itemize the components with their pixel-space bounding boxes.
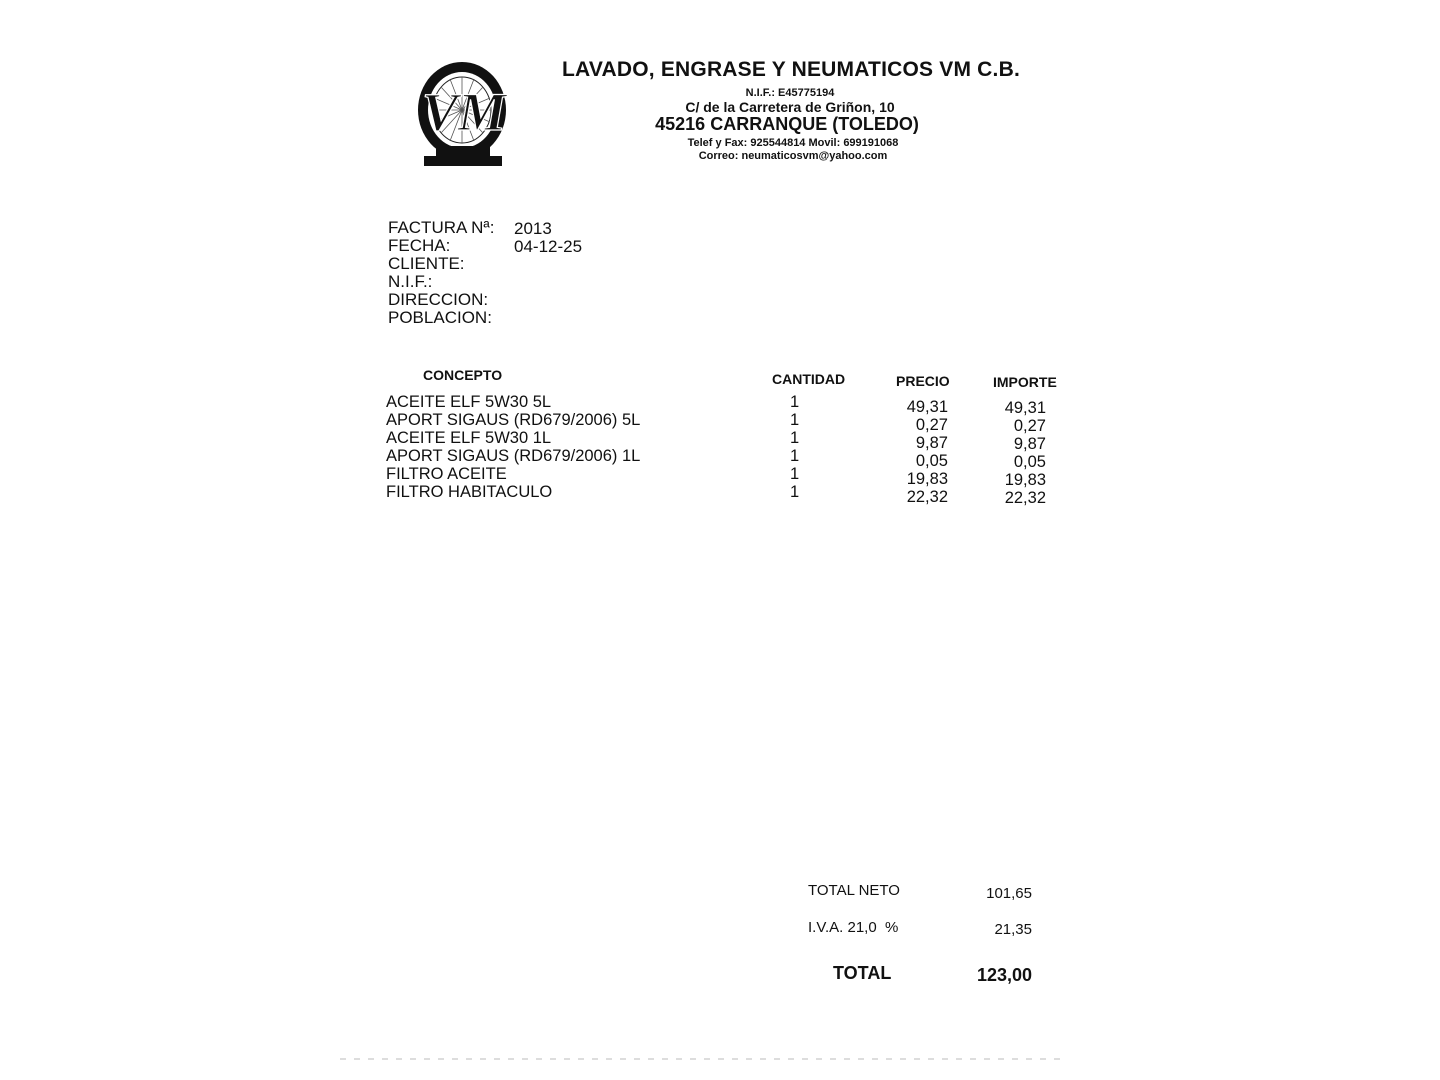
line-quantity: 1	[790, 465, 800, 483]
total-value: 123,00	[976, 965, 1032, 985]
column-header-amount: IMPORTE	[993, 374, 1057, 390]
line-concept: ACEITE ELF 5W30 5L	[386, 393, 552, 411]
line-price: 49,31	[906, 398, 948, 416]
total-label: TOTAL	[833, 963, 892, 983]
client-town-row	[388, 309, 582, 327]
table-row	[386, 393, 1086, 417]
line-amount: 19,83	[1004, 471, 1046, 489]
company-phone: Telef y Fax: 925544814 Movil: 699191068	[687, 137, 899, 149]
client-nif-label: N.I.F.:	[388, 272, 433, 291]
line-price: 19,83	[906, 470, 948, 488]
company-header	[500, 58, 1040, 162]
line-concept: APORT SIGAUS (RD679/2006) 1L	[386, 447, 641, 465]
invoice-number: 2013	[514, 219, 552, 238]
company-nif: N.I.F.: E45775194	[745, 87, 835, 99]
table-row	[386, 465, 1086, 489]
invoice-number-label: FACTURA Nª:	[388, 218, 495, 237]
company-logo	[414, 58, 512, 170]
table-row	[386, 483, 1086, 507]
line-amount: 22,32	[1004, 489, 1046, 507]
column-header-price: PRECIO	[896, 373, 950, 389]
client-address-label: DIRECCION:	[388, 290, 489, 309]
table-row	[386, 447, 1086, 471]
line-amount: 49,31	[1004, 399, 1046, 417]
line-concept: FILTRO HABITACULO	[386, 483, 553, 501]
table-row	[386, 429, 1086, 453]
scan-artifact-line	[340, 1058, 1060, 1060]
invoice-date-label: FECHA:	[388, 236, 451, 255]
company-email: Correo: neumaticosvm@yahoo.com	[698, 150, 888, 162]
invoice-date: 04-12-25	[514, 237, 583, 256]
line-price: 22,32	[906, 488, 948, 506]
line-amount: 0,27	[1013, 417, 1046, 435]
client-address-row	[388, 291, 582, 309]
logo-text: VM	[421, 82, 507, 142]
line-price: 0,27	[915, 416, 948, 434]
company-city: 45216 CARRANQUE (TOLEDO)	[655, 114, 919, 134]
line-concept: FILTRO ACEITE	[386, 465, 507, 483]
line-quantity: 1	[790, 483, 800, 501]
vat-value: 21,35	[994, 921, 1032, 938]
invoice-date-row	[388, 237, 582, 255]
company-name: LAVADO, ENGRASE Y NEUMATICOS VM C.B.	[562, 58, 1020, 81]
column-header-concept: CONCEPTO	[423, 367, 503, 383]
total-net-value: 101,65	[986, 885, 1032, 902]
line-amount: 9,87	[1013, 435, 1046, 453]
vat-label: I.V.A. 21,0 %	[808, 919, 899, 936]
line-amount: 0,05	[1013, 453, 1046, 471]
client-label: CLIENTE:	[388, 254, 465, 273]
column-header-quantity: CANTIDAD	[772, 371, 846, 387]
invoice-lines	[386, 393, 1086, 507]
company-address: C/ de la Carretera de Griñon, 10	[685, 99, 895, 115]
table-row	[386, 411, 1086, 435]
client-town-label: POBLACION:	[388, 308, 492, 327]
line-price: 9,87	[915, 434, 948, 452]
total-net-label: TOTAL NETO	[808, 882, 900, 899]
line-quantity: 1	[790, 429, 800, 447]
line-quantity: 1	[790, 393, 800, 411]
invoice-number-row	[388, 219, 582, 237]
line-concept: APORT SIGAUS (RD679/2006) 5L	[386, 411, 641, 429]
line-quantity: 1	[790, 447, 800, 465]
line-quantity: 1	[790, 411, 800, 429]
line-price: 0,05	[915, 452, 948, 470]
client-row	[388, 255, 582, 273]
line-concept: ACEITE ELF 5W30 1L	[386, 429, 552, 447]
client-nif-row	[388, 273, 582, 291]
invoice-meta	[388, 219, 582, 327]
